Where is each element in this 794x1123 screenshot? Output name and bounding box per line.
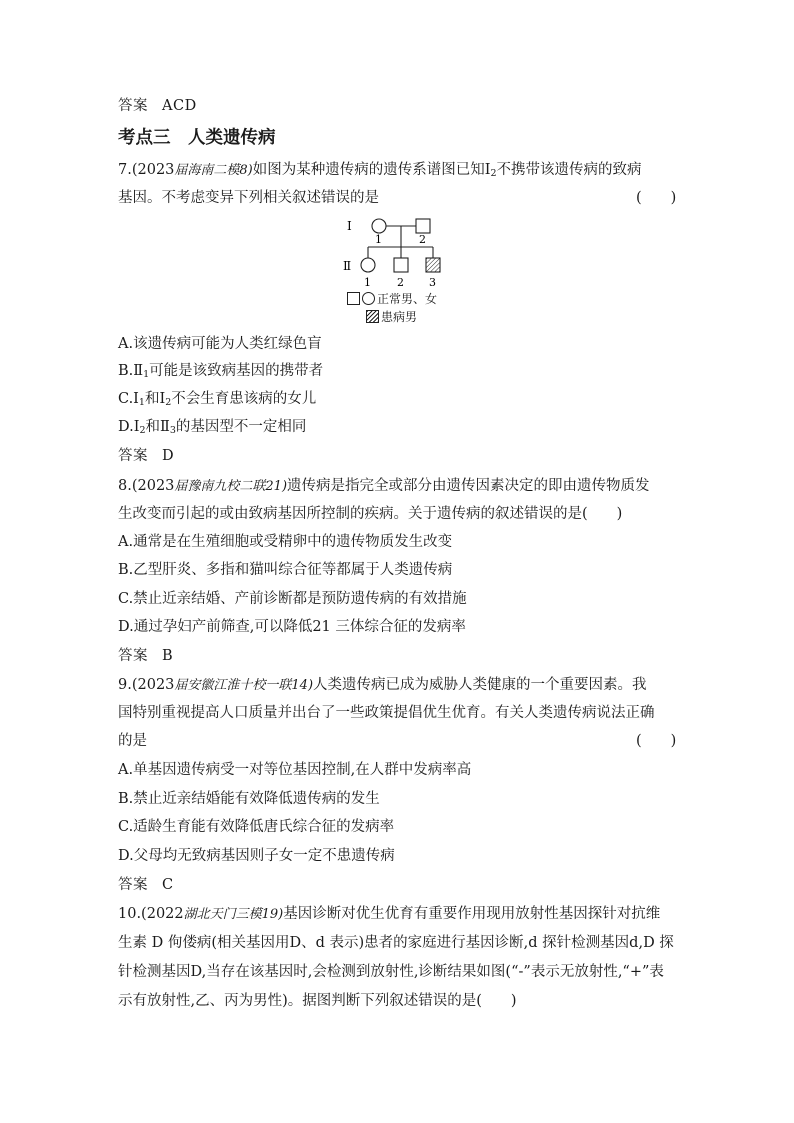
q9-source: 届安徽江淮十校一联14) (174, 678, 314, 693)
q7-num: 7.(2023 (118, 162, 175, 178)
q9-option-a: A.单基因遗传病受一对等位基因控制,在人群中发病率高 (118, 762, 472, 778)
q10-line3: 针检测基因D,当存在该基因时,会检测到放射性,诊断结果如图(“-”表示无放射性,“+”表 (118, 964, 664, 980)
pedigree-II2-male (394, 258, 408, 272)
hatched-square-icon (366, 310, 379, 323)
pedigree-II1-female (361, 258, 375, 272)
q10-line1: 10.(2022湖北天门三模19)基因诊断对优生优育有重要作用现用放射性基因探针对抗维 (118, 906, 661, 922)
q7-text1a: 如图为某种遗传病的遗传系谱图已知Ⅰ (252, 162, 491, 178)
q7-answer-value: D (162, 448, 175, 464)
q8-source: 届豫南九校二联21) (174, 479, 288, 494)
pedigree-legend-affected (366, 310, 417, 324)
q9-option-c: C.适龄生育能有效降低唐氏综合征的发病率 (118, 819, 395, 835)
circle-icon (362, 292, 375, 305)
pedigree-legend-normal (347, 292, 437, 306)
q8-line1: 8.(2023届豫南九校二联21)遗传病是指完全或部分由遗传因素决定的即由遗传物质发 (118, 478, 650, 494)
q9-answer: 答案 C (118, 877, 174, 893)
square-icon (347, 292, 360, 305)
q7-paren: ( ) (636, 190, 677, 206)
q9-answer-value: C (162, 877, 174, 893)
q10-source: 湖北天门三模19) (183, 907, 284, 922)
q9-line2: 国特别重视提高人口质量并出台了一些政策提倡优生优育。有关人类遗传病说法正确 (118, 705, 655, 721)
pedigree-II2-num: 2 (397, 276, 404, 289)
answer-label: 答案 (118, 98, 148, 114)
q8-answer: 答案 B (118, 648, 174, 664)
pedigree-gen1: Ⅰ (347, 219, 352, 233)
q8-option-a: A.通常是在生殖细胞或受精卵中的遗传物质发生改变 (118, 534, 453, 550)
q7-option-b: $B.Ⅱ_1$可能是该致病基因的携带者 (118, 363, 324, 380)
q10-line2: 生素 D 佝偻病(相关基因用D、d 表示)患者的家庭进行基因诊断,d 探针检测基因d,D 探 (118, 935, 674, 951)
q7-sub: 2 (490, 168, 497, 179)
q8-option-b: B.乙型肝炎、多指和猫叫综合征等都属于人类遗传病 (118, 562, 453, 578)
q9-line3: 的是 (118, 733, 147, 749)
q7-line1 (118, 160, 642, 181)
q7-text1b: 不携带该遗传病的致病 (496, 162, 642, 178)
pedigree-I1-num: 1 (375, 233, 382, 246)
q7-option-a: A.该遗传病可能为人类红绿色盲 (118, 336, 322, 352)
q9-paren: ( ) (636, 733, 677, 749)
q7-source: 届海南二模8) (174, 163, 253, 178)
legend-affected-label: 患病男 (381, 310, 418, 324)
q7-option-c: $C.Ⅰ_1$和$Ⅰ_2$不会生育患该病的女儿 (118, 391, 317, 408)
section-title: 考点三 人类遗传病 (118, 128, 276, 148)
q8-line2: 生改变而引起的或由致病基因所控制的疾病。关于遗传病的叙述错误的是( ) (118, 506, 623, 522)
q9-line1: 9.(2023届安徽江淮十校一联14)人类遗传病已成为威胁人类健康的一个重要因素。我 (118, 677, 647, 693)
pedigree-I1-female (372, 219, 386, 233)
q8-option-c: C.禁止近亲结婚、产前诊断都是预防遗传病的有效措施 (118, 591, 467, 607)
pedigree-II3-num: 3 (429, 276, 436, 289)
q7-line2: 基因。不考虑变异下列相关叙述错误的是 (118, 190, 379, 206)
pedigree-gen2: Ⅱ (343, 259, 352, 273)
answer-value: ACD (162, 98, 197, 114)
answer-line (118, 96, 197, 116)
q10-line4: 示有放射性,乙、丙为男性)。据图判断下列叙述错误的是( ) (118, 993, 517, 1009)
q8-answer-value: B (162, 648, 174, 664)
q9-option-b: B.禁止近亲结婚能有效降低遗传病的发生 (118, 791, 380, 807)
pedigree-II1-num: 1 (364, 276, 371, 289)
q9-option-d: D.父母均无致病基因则子女一定不患遗传病 (118, 848, 395, 864)
q8-option-d: D.通过孕妇产前筛查,可以降低21 三体综合征的发病率 (118, 619, 466, 635)
legend-normal-label: 正常男、女 (377, 292, 438, 306)
q7-answer: 答案 D (118, 448, 175, 464)
q7-option-d: $D.Ⅰ_2$和$Ⅱ_3$的基因型不一定相同 (118, 419, 307, 436)
pedigree-I2-num: 2 (419, 233, 426, 246)
pedigree-I2-male (416, 219, 430, 233)
pedigree-II3-affected-male (426, 258, 440, 272)
